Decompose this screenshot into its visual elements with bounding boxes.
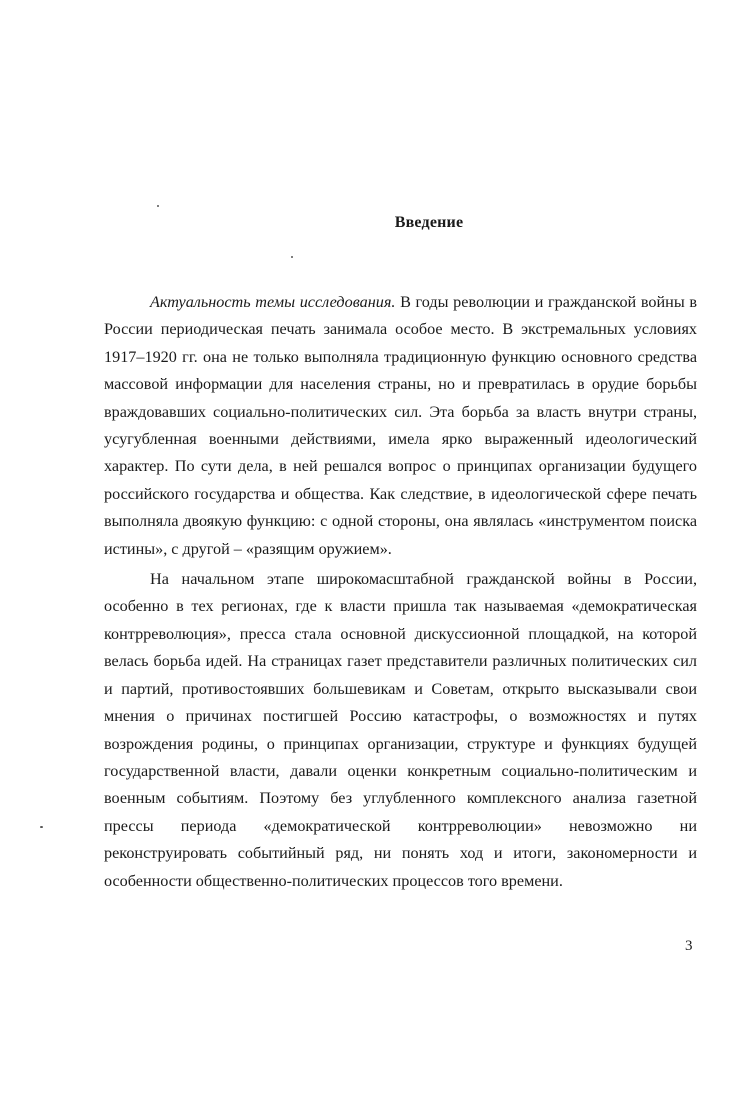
scan-speck: [157, 205, 159, 207]
paragraph-1-text: В годы революции и гражданской войны в России периодическая печать занимала особое место. В экстремальных условиях 1917–1920 гг. она не только выполняла традиционную функцию основного средства массовой информации для населения страны, но и превратилась в орудие борьбы враждовавших социально-политических сил. Эта борьба за власть внутри страны, усугубленная военными действиями, имела ярко выраженный идеологический характер. По сути дела, в ней решался вопрос о принципах организации будущего российского государства и общества. Как следствие, в идеологической сфере печать выполняла двоякую функцию: с одной стороны, она являлась «инструментом поиска истины», с другой – «разящим оружием».: [104, 293, 697, 558]
paragraph-1-lead: Актуальность темы исследования.: [150, 293, 396, 311]
paragraph-1: [104, 289, 697, 563]
scan-speck: [40, 826, 43, 828]
body-text: [104, 289, 697, 898]
paragraph-2: [104, 566, 697, 895]
paragraph-2-text: На начальном этапе широкомасштабной гражданской войны в России, особенно в тех регионах, где к власти пришла так называемая «демократическая контрреволюция», пресса стала основной дискуссионной площадкой, на которой велась борьба идей. На страницах газет представители различных политических сил и партий, противостоявших большевикам и Советам, открыто высказывали свои мнения о причинах постигшей Россию катастрофы, о возможностях и путях возрождения родины, о принципах организации, структуре и функциях будущей государственной власти, давали оценки конкретным социально-политическим и военным событиям. Поэтому без углубленного комплексного анализа газетной прессы периода «демократической контрреволюции» невозможно ни реконструировать событийный ряд, ни понять ход и итоги, закономерности и особенности общественно-политических процессов того времени.: [104, 570, 697, 890]
scan-speck: [291, 256, 293, 258]
section-heading: Введение: [394, 214, 464, 231]
page-number: 3: [685, 938, 693, 954]
